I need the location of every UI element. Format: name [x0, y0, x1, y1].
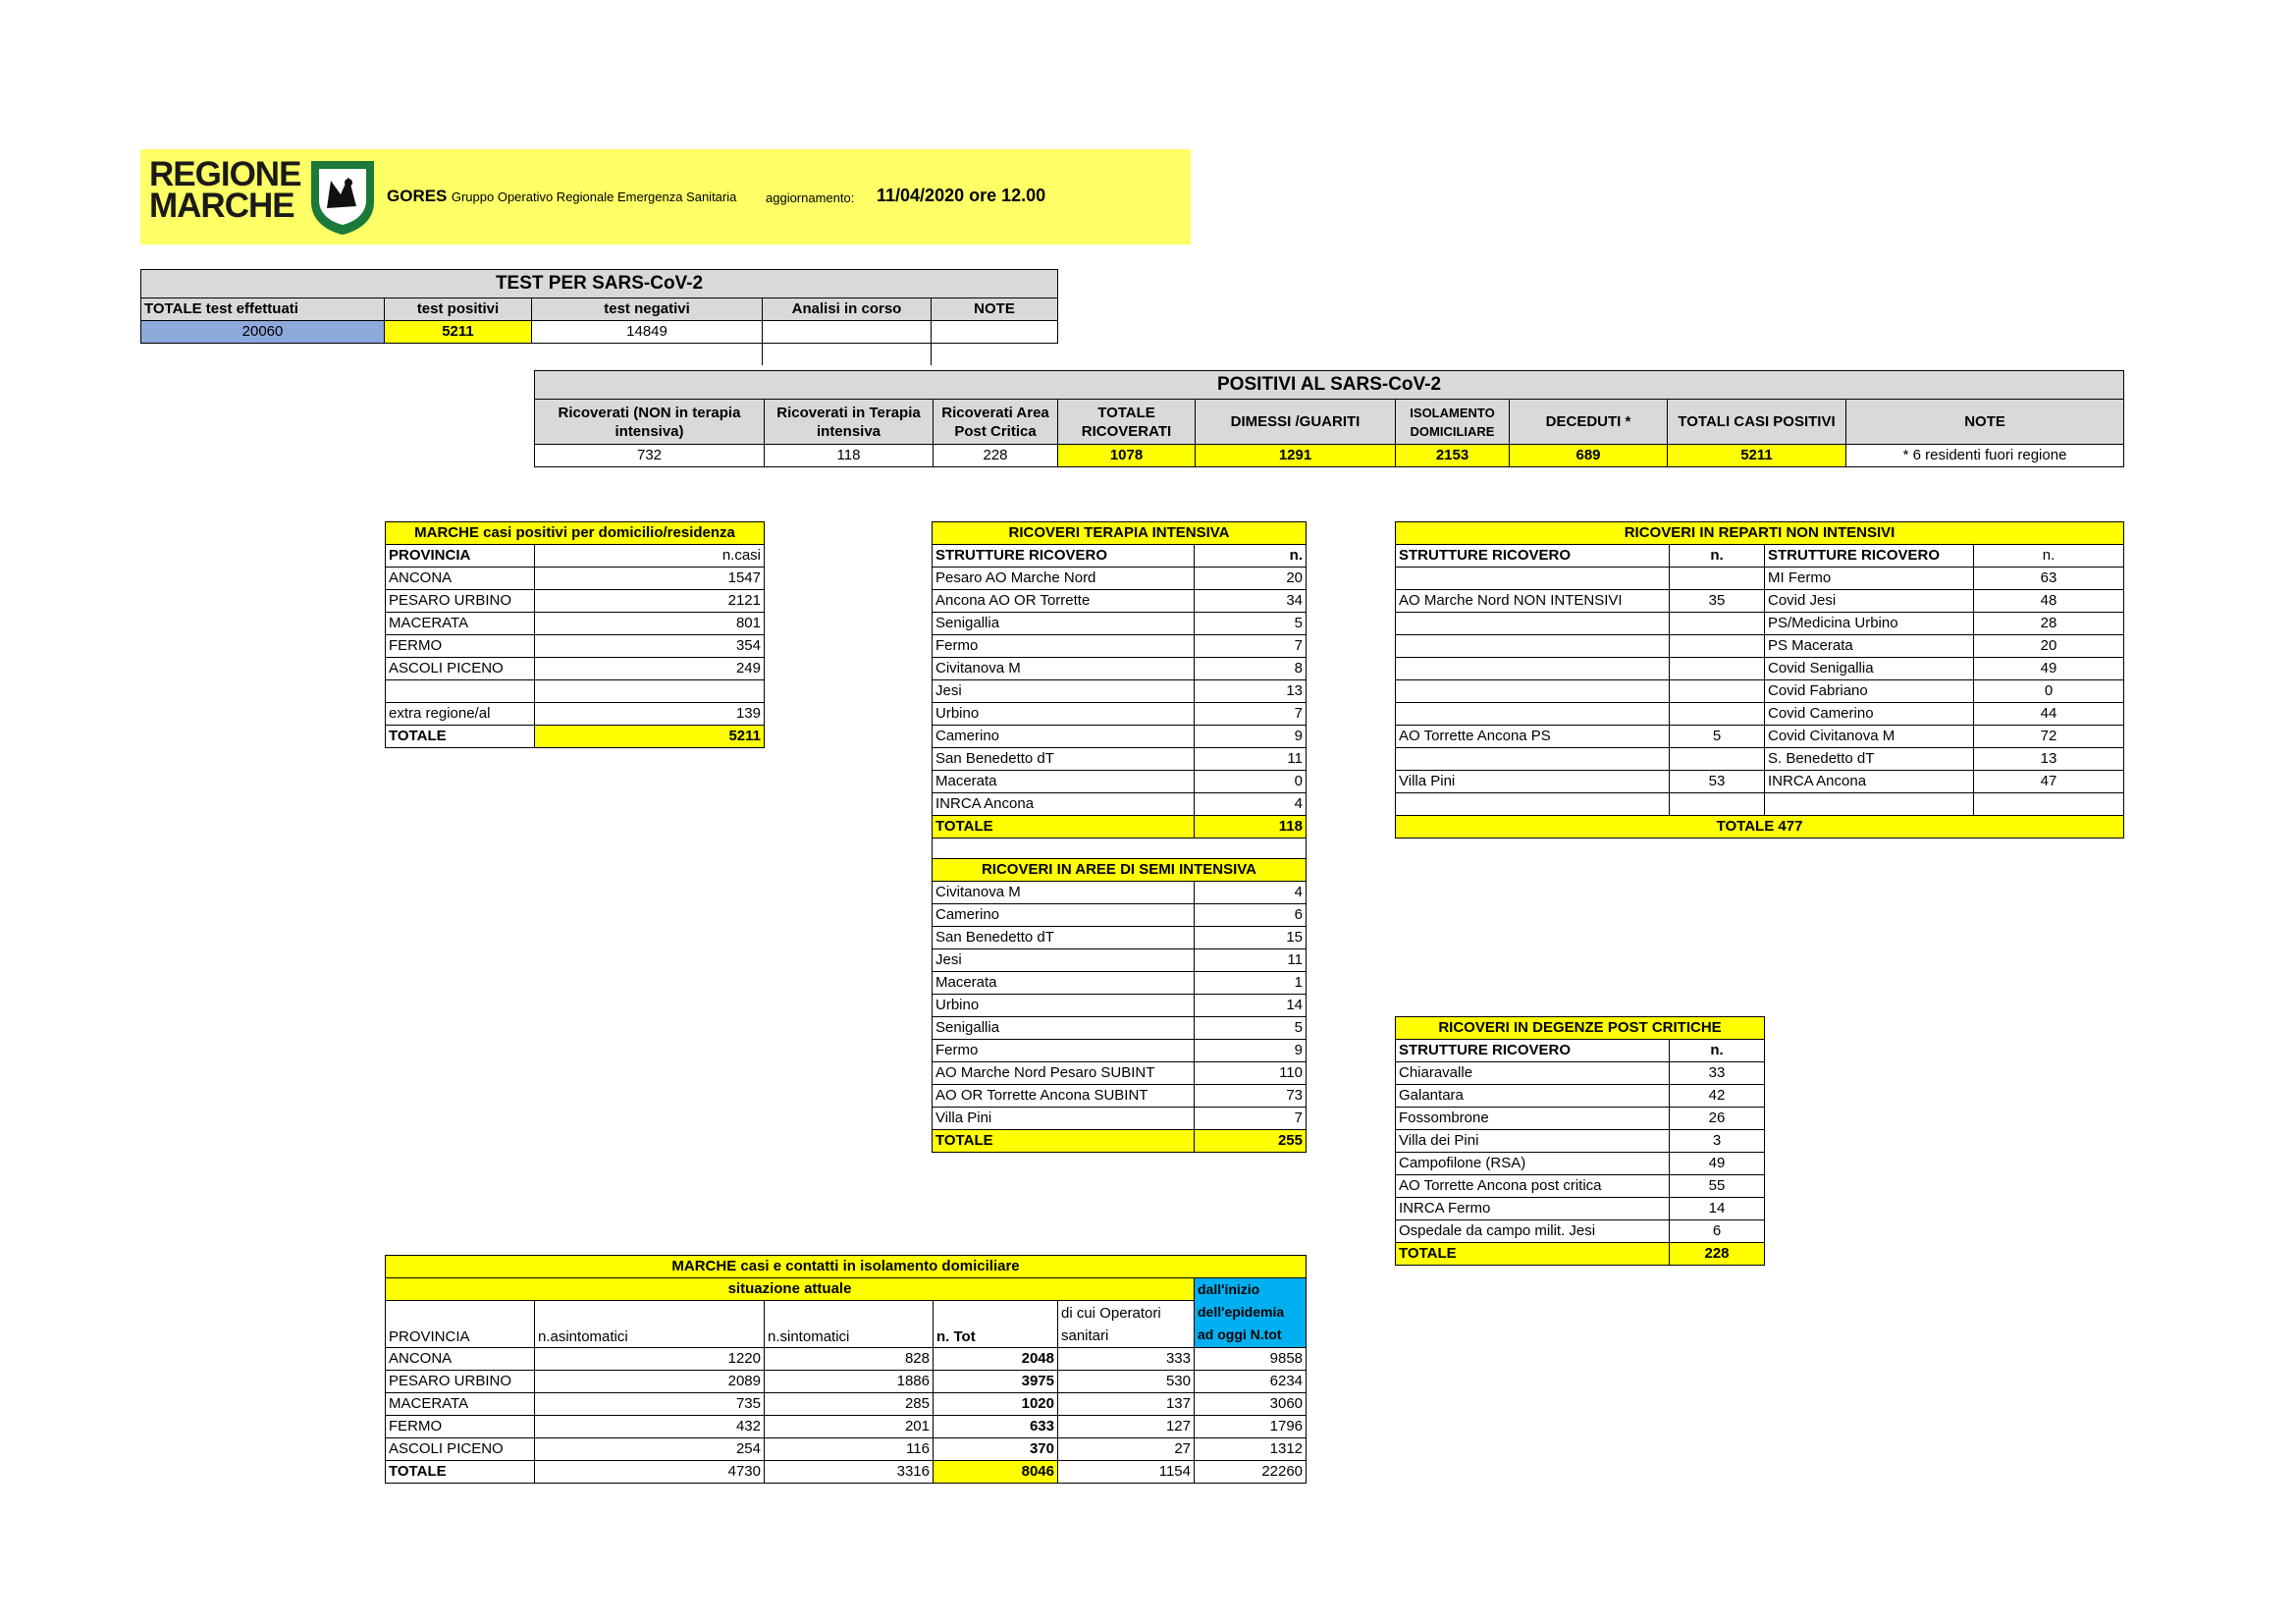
- table-row: Ospedale da campo milit. Jesi 6: [1396, 1220, 1765, 1243]
- table-row: Jesi 13: [933, 680, 1307, 703]
- post-critical-table: [1395, 1016, 1765, 1266]
- table-row: Senigallia 5: [933, 1017, 1307, 1040]
- table-row: Civitanova M 8: [933, 658, 1307, 680]
- positives-isolamento-value: 2153: [1396, 445, 1510, 467]
- tests-positive-value: 5211: [385, 321, 532, 344]
- table-row: PS/Medicina Urbino 28: [1396, 613, 2124, 635]
- positives-terapia-value: 118: [765, 445, 934, 467]
- table-row: Galantara 42: [1396, 1085, 1765, 1108]
- table-row: ANCONA 1220 828 2048 333 9858: [386, 1348, 1307, 1371]
- intensive-care-header-n: n.: [1195, 545, 1307, 568]
- post-critical-total-value: 228: [1670, 1243, 1765, 1266]
- positives-dimessi-value: 1291: [1196, 445, 1396, 467]
- update-label: aggiornamento:: [766, 190, 855, 205]
- table-row-total: TOTALE 4730 3316 8046 1154 22260: [386, 1461, 1307, 1484]
- tests-header-total: TOTALE test effettuati: [141, 298, 385, 321]
- table-row: AO Torrette Ancona PS 5 Covid Civitanova M 72: [1396, 726, 2124, 748]
- table-row: S. Benedetto dT 13: [1396, 748, 2124, 771]
- intensive-care-total-label: TOTALE: [933, 816, 1195, 839]
- positives-header-deceduti: DECEDUTI *: [1510, 400, 1668, 445]
- tests-pending-value: [763, 321, 932, 344]
- positives-header-totali: TOTALI CASI POSITIVI: [1668, 400, 1846, 445]
- table-row: Senigallia 5: [933, 613, 1307, 635]
- intensive-care-table: [932, 521, 1307, 1153]
- domicile-header-casi: n.casi: [535, 545, 765, 568]
- table-row: PS Macerata 20: [1396, 635, 2124, 658]
- home-isolation-header-sint: n.sintomatici: [765, 1301, 934, 1348]
- semi-intensive-title: RICOVERI IN AREE DI SEMI INTENSIVA: [933, 859, 1307, 882]
- table-row: Urbino 14: [933, 995, 1307, 1017]
- positives-totale-ricoverati-value: 1078: [1058, 445, 1196, 467]
- positives-ricoverati-value: 732: [535, 445, 765, 467]
- positives-title: POSITIVI AL SARS-CoV-2: [535, 371, 2124, 400]
- tests-total-value: 20060: [141, 321, 385, 344]
- table-row: ASCOLI PICENO 254 116 370 27 1312: [386, 1438, 1307, 1461]
- non-intensive-total: TOTALE 477: [1396, 816, 2124, 839]
- table-row: MACERATA 735 285 1020 137 3060: [386, 1393, 1307, 1416]
- table-row: San Benedetto dT 15: [933, 927, 1307, 949]
- positives-header-ricoverati: Ricoverati (NON in terapia intensiva): [535, 400, 765, 445]
- tests-note-value: [932, 321, 1058, 344]
- home-isolation-header-inizio: dall'inizio dell'epidemia ad oggi N.tot: [1195, 1278, 1307, 1348]
- table-row: Covid Fabriano 0: [1396, 680, 2124, 703]
- non-intensive-header-n-a: n.: [1670, 545, 1765, 568]
- table-row: [1396, 793, 2124, 816]
- table-row: Urbino 7: [933, 703, 1307, 726]
- positives-header-terapia: Ricoverati in Terapia intensiva: [765, 400, 934, 445]
- table-row: Macerata 1: [933, 972, 1307, 995]
- table-row: ANCONA 1547: [386, 568, 765, 590]
- home-isolation-subtitle: situazione attuale: [386, 1278, 1195, 1301]
- tests-title: TEST PER SARS-CoV-2: [141, 270, 1058, 298]
- intensive-care-header-struttura: STRUTTURE RICOVERO: [933, 545, 1195, 568]
- table-row: Jesi 11: [933, 949, 1307, 972]
- region-emblem-icon: [309, 159, 376, 236]
- table-row: PESARO URBINO 2121: [386, 590, 765, 613]
- tests-header-negative: test negativi: [532, 298, 763, 321]
- tests-header-note: NOTE: [932, 298, 1058, 321]
- table-row: San Benedetto dT 11: [933, 748, 1307, 771]
- semi-intensive-total-label: TOTALE: [933, 1130, 1195, 1153]
- table-row: Villa dei Pini 3: [1396, 1130, 1765, 1153]
- table-row: Fermo 9: [933, 1040, 1307, 1062]
- table-row: Pesaro AO Marche Nord 20: [933, 568, 1307, 590]
- positives-note-value: * 6 residenti fuori regione: [1846, 445, 2124, 467]
- home-isolation-header-provincia: PROVINCIA: [386, 1301, 535, 1348]
- non-intensive-header-n-b: n.: [1974, 545, 2124, 568]
- home-isolation-header-asint: n.asintomatici: [535, 1301, 765, 1348]
- non-intensive-table: [1395, 521, 2124, 839]
- positives-header-totale-ricoverati: TOTALE RICOVERATI: [1058, 400, 1196, 445]
- intensive-care-title: RICOVERI TERAPIA INTENSIVA: [933, 522, 1307, 545]
- domicile-title: MARCHE casi positivi per domicilio/residenza: [386, 522, 765, 545]
- update-value: 11/04/2020 ore 12.00: [877, 186, 1046, 205]
- table-row: AO Marche Nord Pesaro SUBINT 110: [933, 1062, 1307, 1085]
- table-row: Villa Pini 7: [933, 1108, 1307, 1130]
- positives-postcritica-value: 228: [934, 445, 1058, 467]
- domicile-header-provincia: PROVINCIA: [386, 545, 535, 568]
- semi-intensive-total-value: 255: [1195, 1130, 1307, 1153]
- domicile-table: [385, 521, 765, 748]
- post-critical-total-label: TOTALE: [1396, 1243, 1670, 1266]
- table-row: PESARO URBINO 2089 1886 3975 530 6234: [386, 1371, 1307, 1393]
- tests-header-pending: Analisi in corso: [763, 298, 932, 321]
- region-logo-text: REGIONE MARCHE: [149, 155, 301, 225]
- positives-header-postcritica: Ricoverati Area Post Critica: [934, 400, 1058, 445]
- post-critical-header-n: n.: [1670, 1040, 1765, 1062]
- table-row: FERMO 432 201 633 127 1796: [386, 1416, 1307, 1438]
- table-row: INRCA Ancona 4: [933, 793, 1307, 816]
- home-isolation-title: MARCHE casi e contatti in isolamento domiciliare: [386, 1256, 1307, 1278]
- non-intensive-header-struttura-a: STRUTTURE RICOVERO: [1396, 545, 1670, 568]
- post-critical-title: RICOVERI IN DEGENZE POST CRITICHE: [1396, 1017, 1765, 1040]
- non-intensive-title: RICOVERI IN REPARTI NON INTENSIVI: [1396, 522, 2124, 545]
- table-row: extra regione/al 139: [386, 703, 765, 726]
- home-isolation-header-oper: di cui Operatori sanitari: [1058, 1301, 1195, 1348]
- table-row: MACERATA 801: [386, 613, 765, 635]
- table-row: [386, 680, 765, 703]
- tests-header-positive: test positivi: [385, 298, 532, 321]
- table-row: Ancona AO OR Torrette 34: [933, 590, 1307, 613]
- table-row: Chiaravalle 33: [1396, 1062, 1765, 1085]
- domicile-total-label: TOTALE: [386, 726, 535, 748]
- table-row: Camerino 6: [933, 904, 1307, 927]
- tests-negative-value: 14849: [532, 321, 763, 344]
- home-isolation-table: [385, 1255, 1307, 1484]
- table-row: AO OR Torrette Ancona SUBINT 73: [933, 1085, 1307, 1108]
- table-row: AO Marche Nord NON INTENSIVI 35 Covid Jesi 48: [1396, 590, 2124, 613]
- table-row: INRCA Fermo 14: [1396, 1198, 1765, 1220]
- tests-table: [140, 269, 1058, 365]
- non-intensive-header-struttura-b: STRUTTURE RICOVERO: [1765, 545, 1974, 568]
- table-row: Villa Pini 53 INRCA Ancona 47: [1396, 771, 2124, 793]
- positives-totali-value: 5211: [1668, 445, 1846, 467]
- post-critical-header-struttura: STRUTTURE RICOVERO: [1396, 1040, 1670, 1062]
- table-row: Covid Senigallia 49: [1396, 658, 2124, 680]
- table-row: AO Torrette Ancona post critica 55: [1396, 1175, 1765, 1198]
- org-label: GORES Gruppo Operativo Regionale Emergenza Sanitaria: [387, 187, 737, 205]
- positives-header-isolamento: ISOLAMENTO DOMICILIARE: [1396, 400, 1510, 445]
- table-row: Macerata 0: [933, 771, 1307, 793]
- positives-table: [534, 370, 2124, 467]
- intensive-care-total-value: 118: [1195, 816, 1307, 839]
- positives-deceduti-value: 689: [1510, 445, 1668, 467]
- positives-header-dimessi: DIMESSI /GUARITI: [1196, 400, 1396, 445]
- table-row: Fossombrone 26: [1396, 1108, 1765, 1130]
- table-row: Camerino 9: [933, 726, 1307, 748]
- home-isolation-header-tot: n. Tot: [934, 1301, 1058, 1348]
- table-row: ASCOLI PICENO 249: [386, 658, 765, 680]
- positives-header-note: NOTE: [1846, 400, 2124, 445]
- table-row: MI Fermo 63: [1396, 568, 2124, 590]
- table-row: Covid Camerino 44: [1396, 703, 2124, 726]
- table-row: Civitanova M 4: [933, 882, 1307, 904]
- table-row: Fermo 7: [933, 635, 1307, 658]
- domicile-total-value: 5211: [535, 726, 765, 748]
- table-row: Campofilone (RSA) 49: [1396, 1153, 1765, 1175]
- table-row: FERMO 354: [386, 635, 765, 658]
